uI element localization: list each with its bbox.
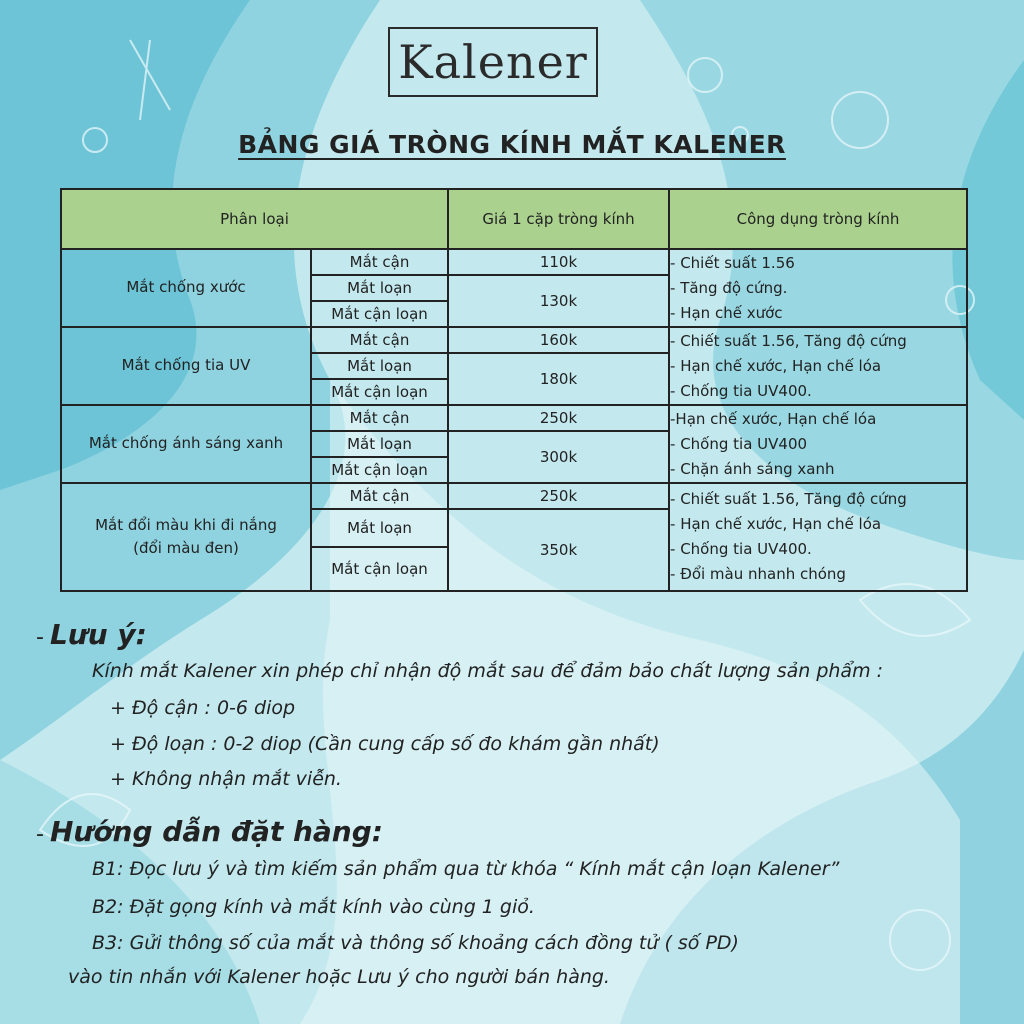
- subtype-cell: Mắt cận: [311, 483, 448, 509]
- price-cell: 300k: [448, 431, 669, 483]
- use-line: - Chiết suất 1.56, Tăng độ cứng: [670, 490, 907, 508]
- use-line: -Hạn chế xước, Hạn chế lóa: [670, 409, 877, 428]
- use-line: - Chặn ánh sáng xanh: [670, 459, 835, 478]
- uses-cell: [669, 405, 967, 483]
- price-cell: 110k: [448, 249, 669, 275]
- use-line: - Tăng độ cứng.: [670, 278, 788, 297]
- note-intro: Kính mắt Kalener xin phép chỉ nhận độ mắt sau để đảm bảo chất lượng sản phẩm :: [92, 660, 884, 682]
- subtype-cell: Mắt cận: [311, 405, 448, 431]
- table-row: [61, 249, 967, 275]
- guide-step: B2: Đặt gọng kính và mắt kính vào cùng 1 giỏ.: [92, 896, 535, 918]
- page-title-text: BẢNG GIÁ TRÒNG KÍNH MẮT KALENER: [238, 130, 786, 159]
- header-category: Phân loại: [61, 189, 448, 249]
- uses-cell: [669, 249, 967, 327]
- subtype-cell: Mắt cận loạn: [311, 379, 448, 405]
- guide-heading-text: Hướng dẫn đặt hàng:: [49, 815, 383, 848]
- subtype-cell: Mắt cận: [311, 327, 448, 353]
- subtype-cell: Mắt cận loạn: [311, 457, 448, 483]
- subtype-cell: Mắt cận loạn: [311, 301, 448, 327]
- use-line: - Hạn chế xước: [670, 303, 783, 322]
- table-row: [61, 327, 967, 353]
- price-cell: 160k: [448, 327, 669, 353]
- use-line: - Chống tia UV400.: [670, 540, 812, 558]
- price-cell: 350k: [448, 509, 669, 591]
- use-line: - Chiết suất 1.56, Tăng độ cứng: [670, 331, 907, 350]
- use-line: - Chống tia UV400.: [670, 381, 812, 400]
- category-line: Mắt đổi màu khi đi nắng: [95, 515, 277, 534]
- uses-cell: [669, 327, 967, 405]
- use-line: - Chống tia UV400: [670, 434, 808, 453]
- header-uses: Công dụng tròng kính: [669, 189, 967, 249]
- category-cell: Mắt chống tia UV: [61, 327, 311, 405]
- subtype-cell: Mắt cận loạn: [311, 547, 448, 591]
- note-item: + Không nhận mắt viễn.: [110, 768, 342, 790]
- use-line: - Hạn chế xước, Hạn chế lóa: [670, 356, 882, 375]
- logo: [388, 27, 598, 97]
- guide-step: vào tin nhắn với Kalener hoặc Lưu ý cho người bán hàng.: [68, 966, 610, 988]
- note-heading: [36, 618, 147, 651]
- price-cell: 250k: [448, 405, 669, 431]
- price-table: [60, 188, 968, 592]
- price-cell: 250k: [448, 483, 669, 509]
- logo-text: Kalener: [398, 35, 588, 89]
- subtype-cell: Mắt cận: [311, 249, 448, 275]
- subtype-cell: Mắt loạn: [311, 431, 448, 457]
- note-heading-text: Lưu ý:: [49, 618, 147, 651]
- category-cell: Mắt chống xước: [61, 249, 311, 327]
- uses-cell: [669, 483, 967, 591]
- use-line: - Hạn chế xước, Hạn chế lóa: [670, 515, 882, 533]
- subtype-cell: Mắt loạn: [311, 353, 448, 379]
- table-row: [61, 405, 967, 431]
- header-price: Giá 1 cặp tròng kính: [448, 189, 669, 249]
- price-cell: 130k: [448, 275, 669, 327]
- note-item: + Độ loạn : 0-2 diop (Cần cung cấp số đo khám gần nhất): [110, 733, 660, 755]
- price-cell: 180k: [448, 353, 669, 405]
- table-header-row: [61, 189, 967, 249]
- guide-step: B3: Gửi thông số của mắt và thông số khoảng cách đồng tử ( số PD): [92, 932, 739, 954]
- use-line: - Chiết suất 1.56: [670, 253, 795, 272]
- note-dash: -: [36, 625, 44, 650]
- guide-dash: -: [36, 822, 44, 847]
- category-line: (đổi màu đen): [133, 539, 239, 557]
- subtype-cell: Mắt loạn: [311, 275, 448, 301]
- use-line: - Đổi màu nhanh chóng: [670, 565, 846, 583]
- table-row: [61, 483, 967, 509]
- category-cell: Mắt chống ánh sáng xanh: [61, 405, 311, 483]
- guide-heading: [36, 815, 383, 848]
- category-cell: [61, 483, 311, 591]
- guide-step: B1: Đọc lưu ý và tìm kiếm sản phẩm qua từ khóa “ Kính mắt cận loạn Kalener”: [92, 858, 840, 880]
- note-item: + Độ cận : 0-6 diop: [110, 697, 296, 719]
- page-title: [0, 130, 1024, 159]
- subtype-cell: Mắt loạn: [311, 509, 448, 547]
